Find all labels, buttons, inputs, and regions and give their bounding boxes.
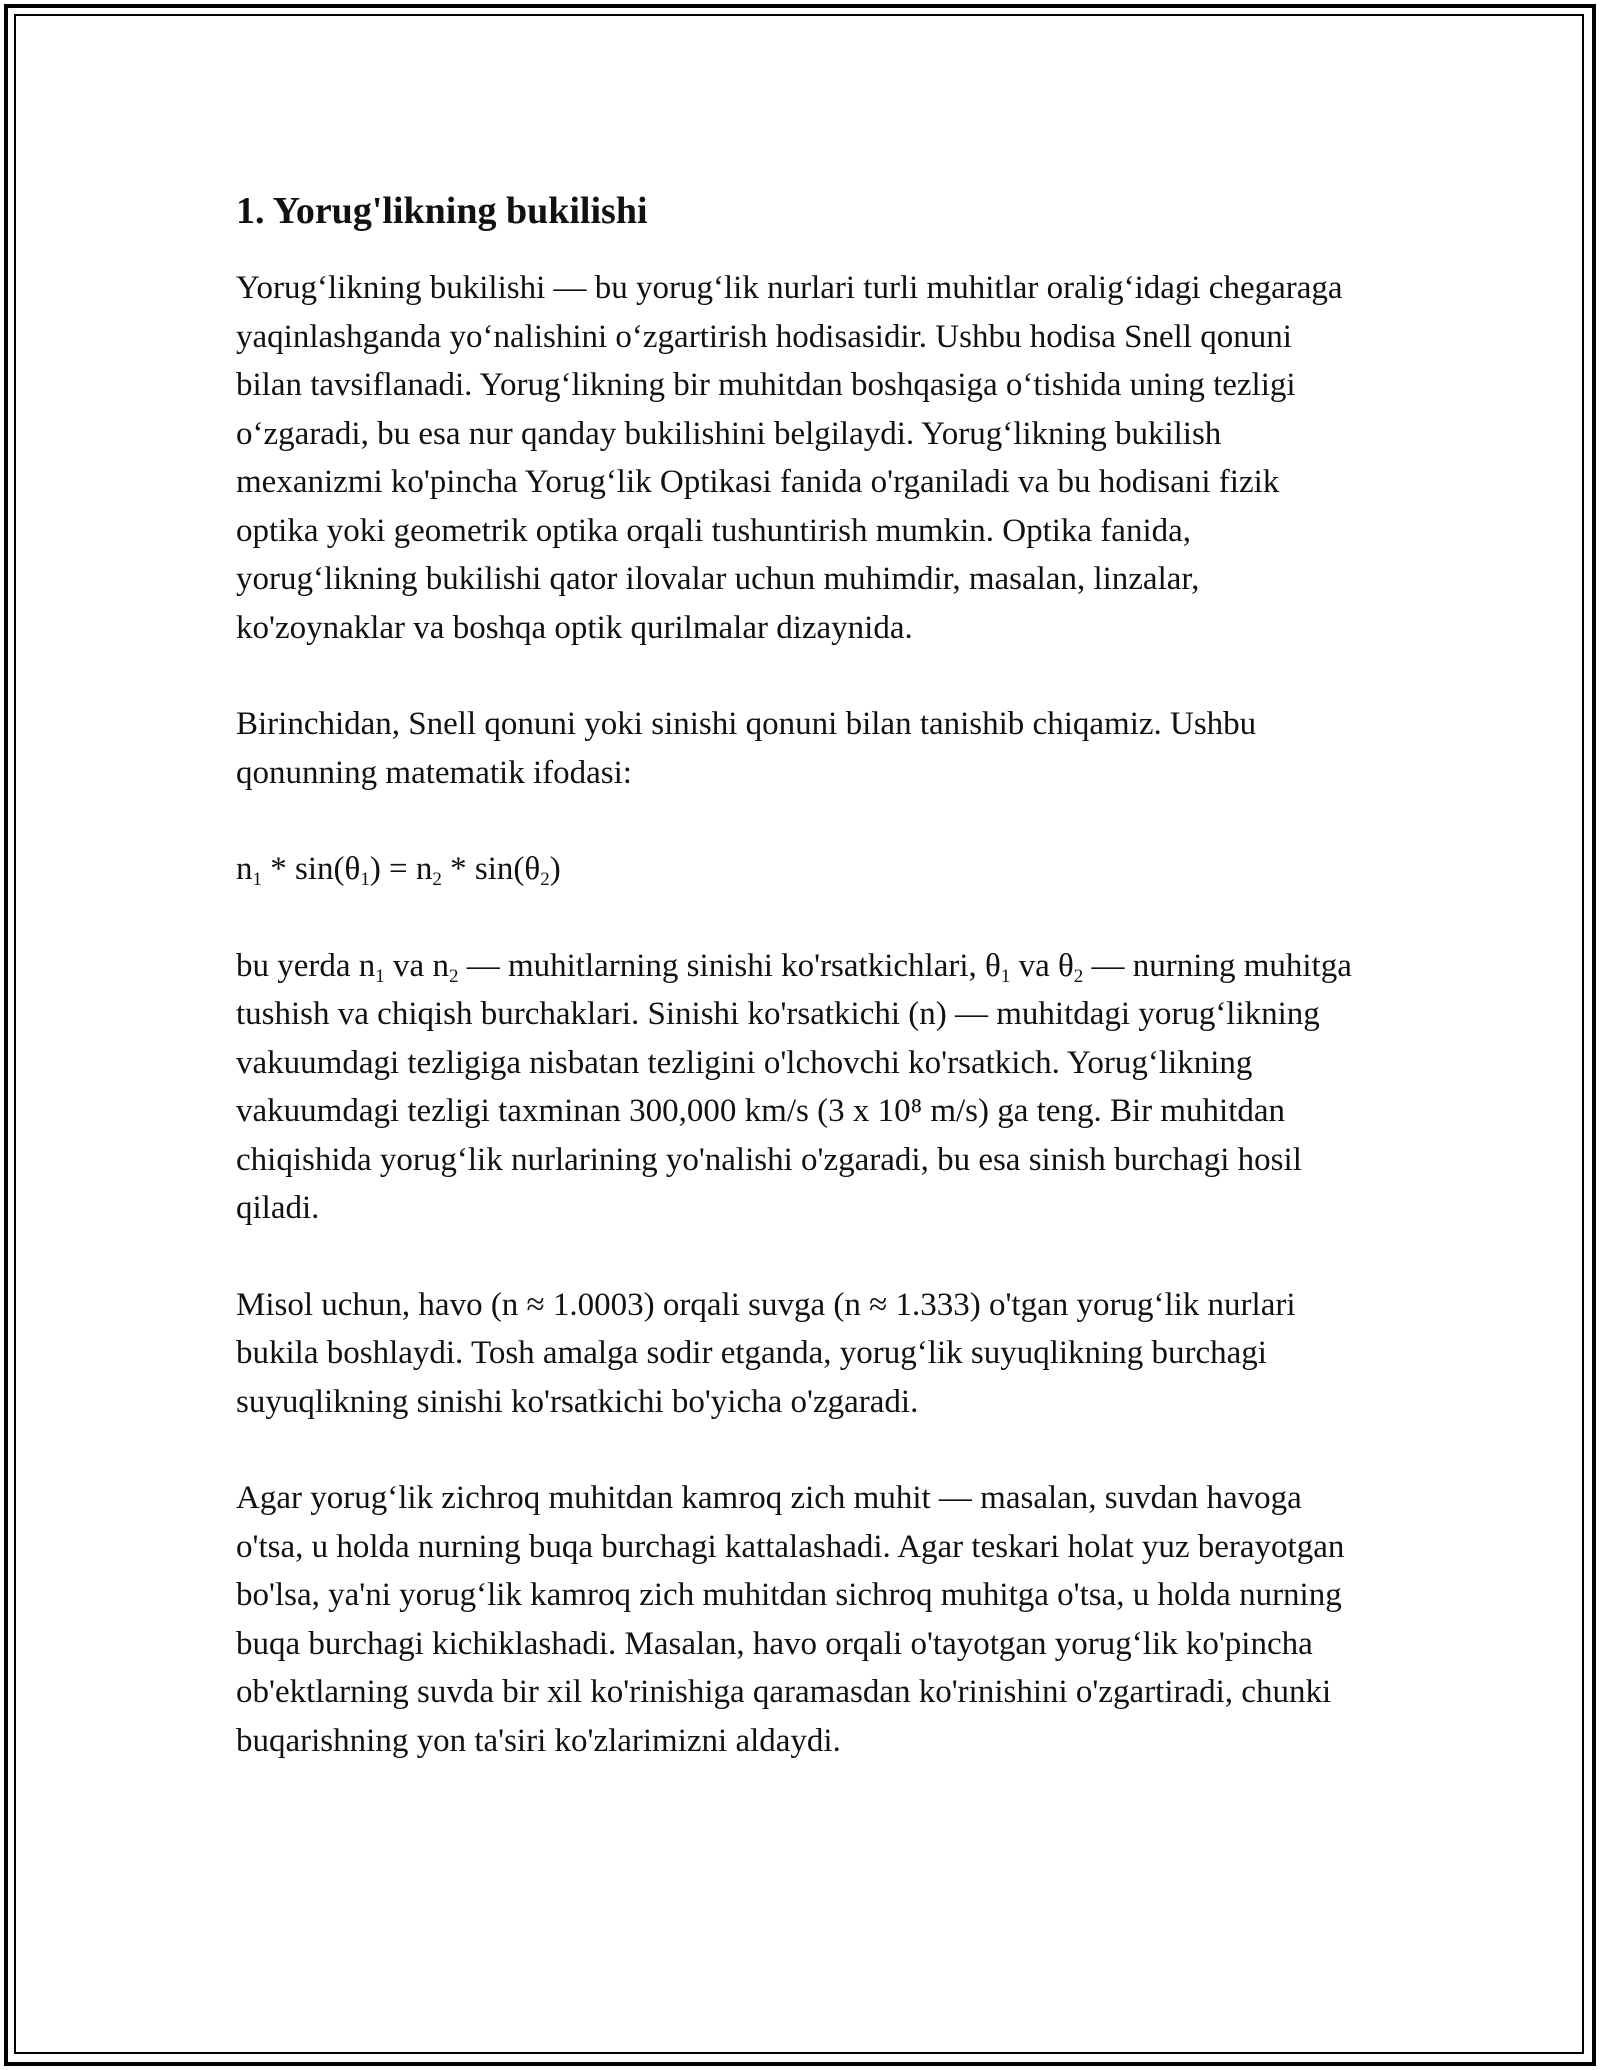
paragraph-intro: Yorug‘likning bukilishi — bu yorug‘lik nurlari turli muhitlar oralig‘idagi chegaraga yaqinlashganda yo‘nalishini o‘zgartirish hodisasidir. Ushbu hodisa Snell qonuni bilan tavsiflanadi. Yorug‘likning bir muhitdan boshqasiga o‘tishida uning tezligi o‘zgaradi, bu esa nur qanday bukilishini belgilaydi. Yorug‘likning bukilish mexanizmi ko'pincha Yorug‘lik Optikasi fanida o'rganiladi va bu hodisani fizik optika yoki geometrik optika orqali tushuntirish mumkin. Optika fanida, yorug‘likning bukilishi qator ilovalar uchun muhimdir, masalan, linzalar, ko'zoynaklar va boshqa optik qurilmalar dizaynida. [236,270,1343,646]
snell-formula: $n_1 * \sin(\theta_1) = n_2 * \sin(\theta_2)$ [236,851,561,890]
paragraph-snell-intro: Birinchidan, Snell qonuni yoki sinishi qonuni bilan tanishib chiqamiz. Ushbu qonunning matematik ifodasi: [236,706,1257,791]
paragraph-formula-explanation: bu yerda $n_1$ va $n_2$ — muhitlarning sinishi ko'rsatkichlari, $\theta_1$ va $\theta_2$ — nurning muhitga tushish va chiqish burchaklari. Sinishi ko'rsatkichi (n) — muhitdagi yorug‘likning vakuumdagi tezligiga nisbatan tezligini o'lchovchi ko'rsatkich. Yorug‘likning vakuumdagi tezligi taxminan 300,000 km/s (3 x 10⁸ m/s) ga teng. Bir muhitdan chiqishida yorug‘lik nurlarining yo'nalishi o'zgaradi, bu esa sinish burchagi hosil qiladi. [236,947,1352,1226]
section-heading: 1. Yorug'likning bukilishi [236,190,648,232]
paragraph-example: Misol uchun, havo (n ≈ 1.0003) orqali suvga (n ≈ 1.333) o'tgan yorug‘lik nurlari bukila boshlaydi. Tosh amalga sodir etganda, yorug‘lik suyuqlikning burchagi suyuqlikning sinishi ko'rsatkichi bo'yicha o'zgaradi. [236,1286,1296,1420]
document-body [236,186,1366,1813]
paragraph-density: Agar yorug‘lik zichroq muhitdan kamroq zich muhit — masalan, suvdan havoga o'tsa, u holda nurning buqa burchagi kattalashadi. Agar teskari holat yuz berayotgan bo'lsa, ya'ni yorug‘lik kamroq zich muhitdan sichroq muhitga o'tsa, u holda nurning buqa burchagi kichiklashadi. Masalan, havo orqali o'tayotgan yorug‘lik ko'pincha ob'ektlarning suvda bir xil ko'rinishiga qaramasdan ko'rinishini o'zgartiradi, chunki buqarishning yon ta'siri ko'zlarimizni aldaydi. [236,1480,1345,1759]
